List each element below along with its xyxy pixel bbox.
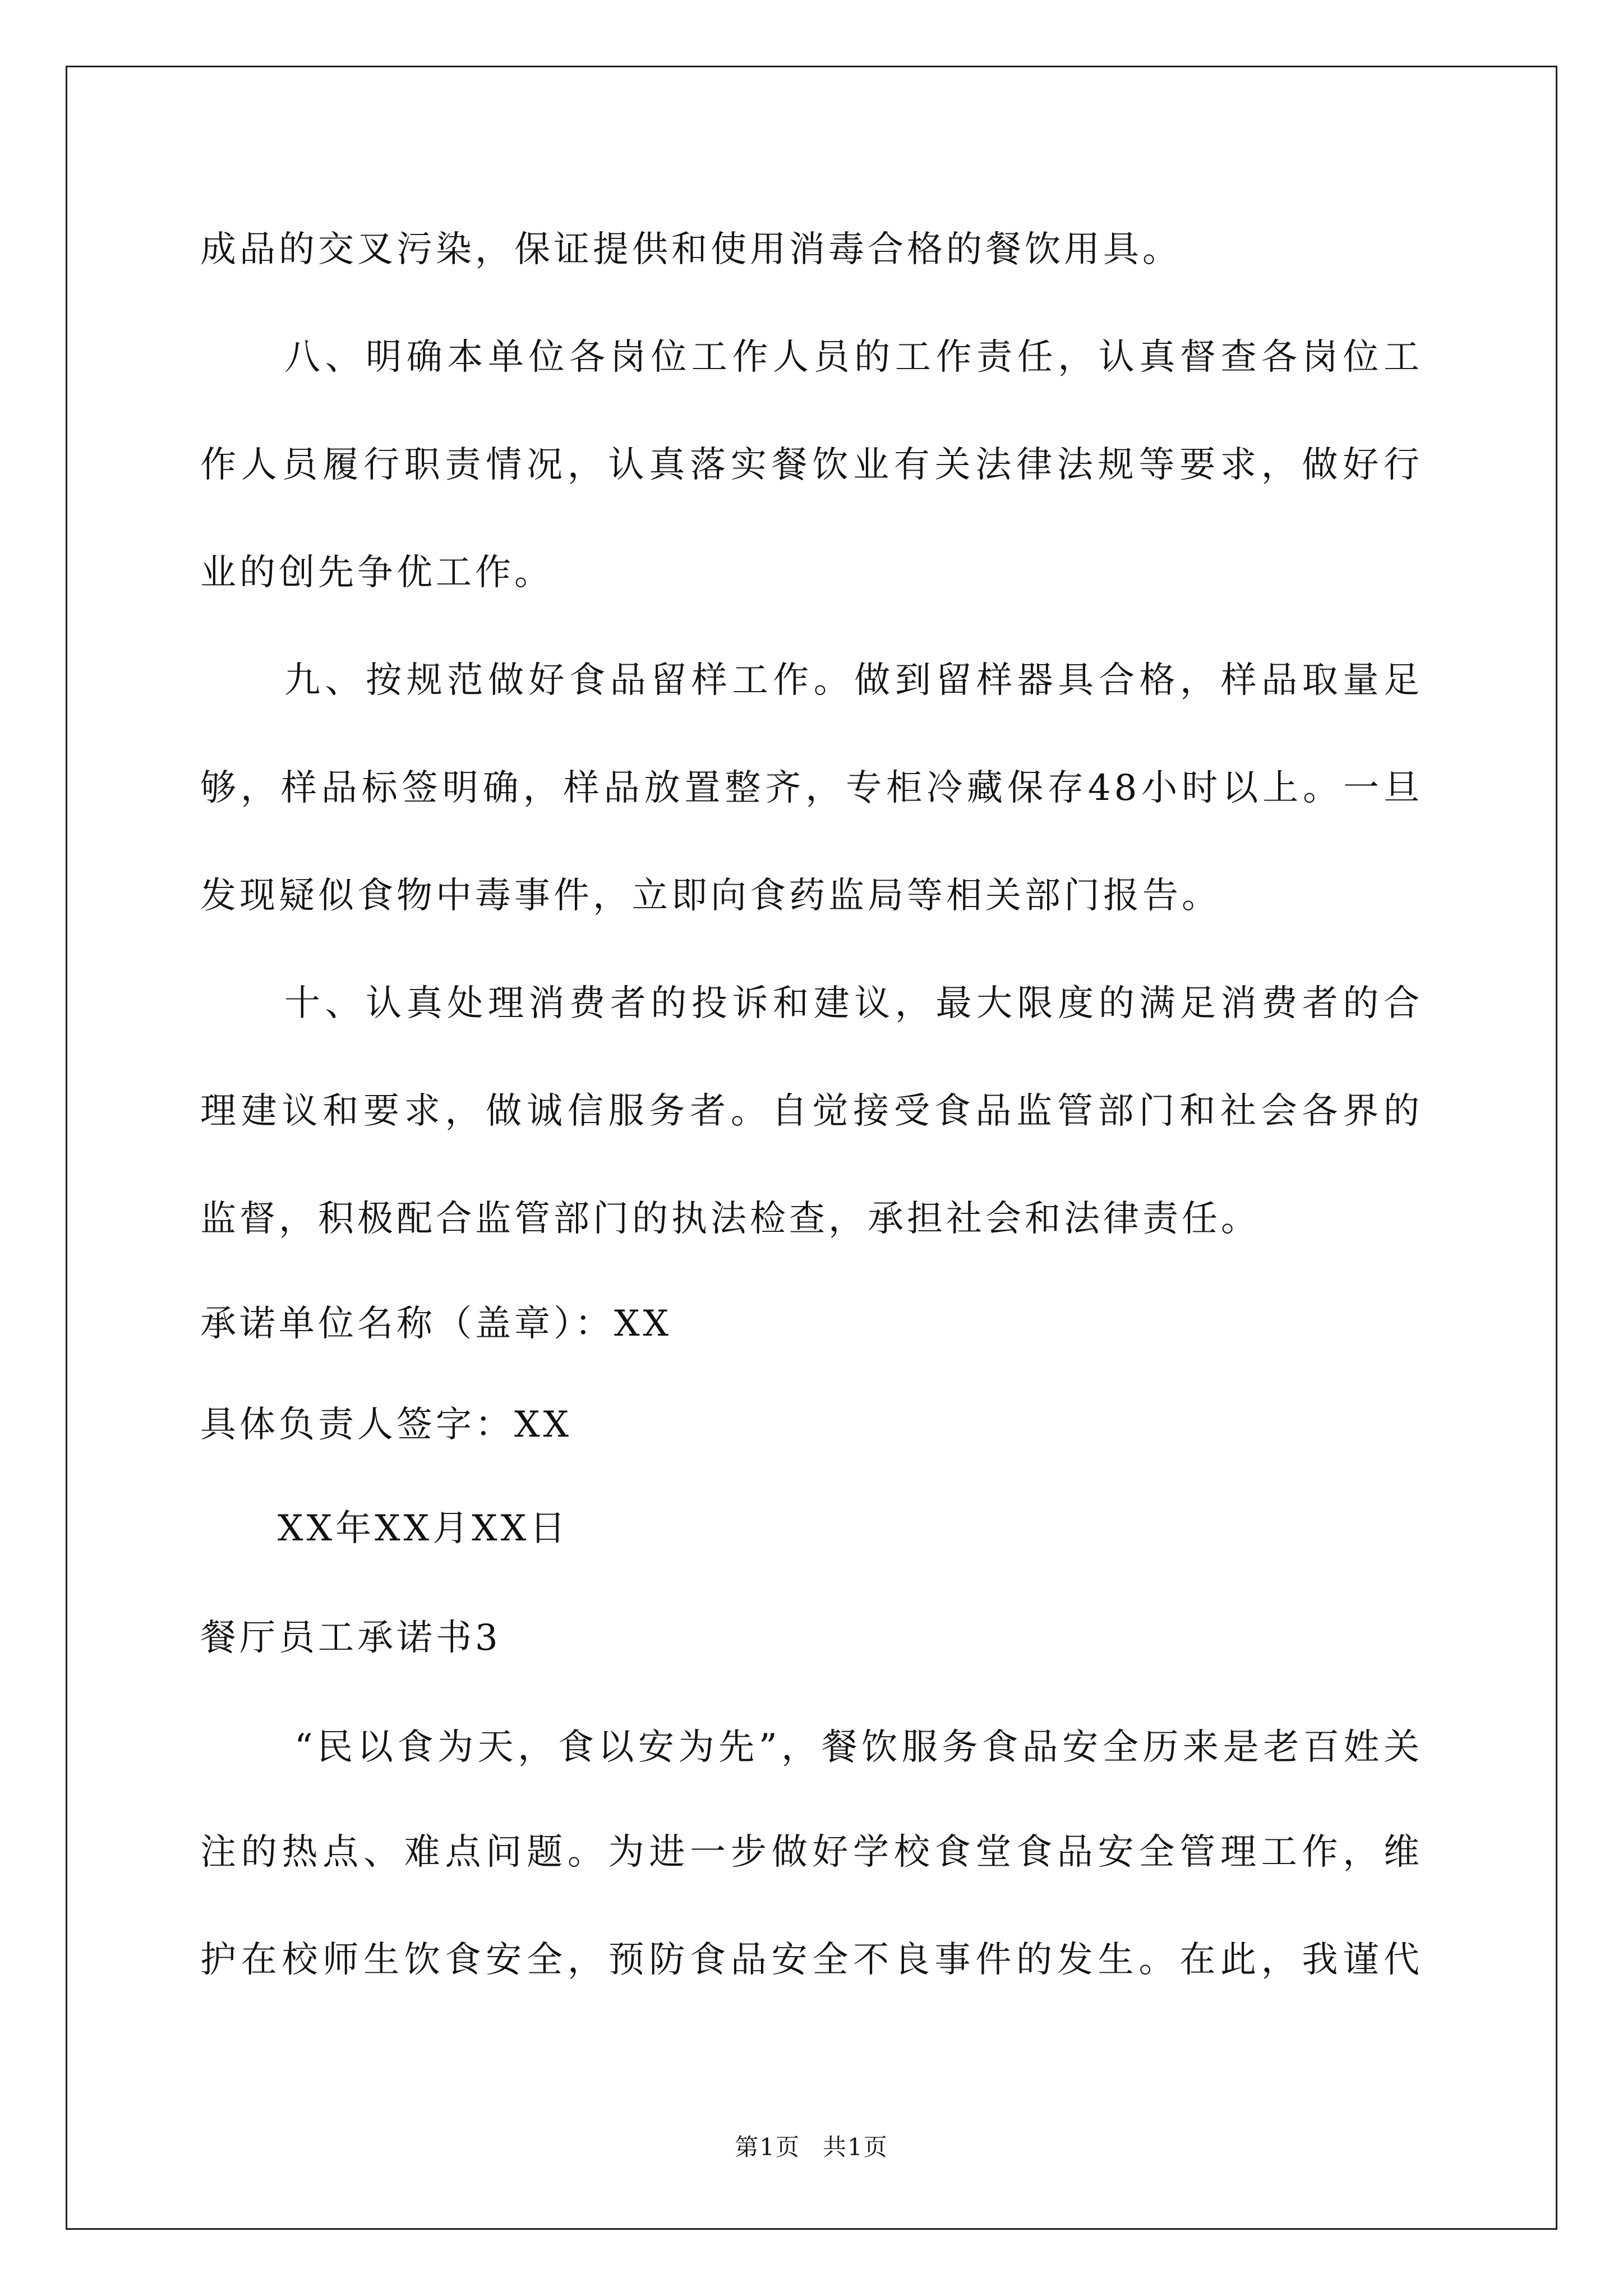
signatory-unit-name: 承诺单位名称（盖章）：XX [200,1303,672,1345]
page-footer [0,2132,1623,2163]
text-line-2: 八、明确本单位各岗位工作人员的工作责任，认真督查各岗位工 [284,337,1423,378]
page-border [66,66,1557,2230]
footer-page-number: 第1页 [735,2133,800,2161]
text-line-1: 成品的交叉污染，保证提供和使用消毒合格的餐饮用具。 [200,229,1182,270]
text-line-8: 十、认真处理消费者的投诉和建议，最大限度的满足消费者的合 [284,983,1423,1024]
text-line-4: 业的创先争优工作。 [200,552,554,593]
text-line-10: 监督，积极配合监管部门的执法检查，承担社会和法律责任。 [200,1198,1260,1240]
responsible-person-signature: 具体负责人签字：XX [200,1404,573,1446]
text-line-3: 作人员履行职责情况，认真落实餐饮业有关法律法规等要求，做好行 [200,444,1423,486]
text-line-5: 九、按规范做好食品留样工作。做到留样器具合格，样品取量足 [284,660,1423,701]
signature-date: XX年XX月XX日 [278,1508,569,1549]
text-line-16: 注的热点、难点问题。为进一步做好学校食堂食品安全管理工作，维 [200,1832,1423,1873]
text-line-17: 护在校师生饮食安全，预防食品安全不良事件的发生。在此，我谨代 [200,1939,1423,1981]
text-line-15: “民以食为天，食以安为先”，餐饮服务食品安全历来是老百姓关 [294,1727,1423,1768]
text-line-9: 理建议和要求，做诚信服务者。自觉接受食品监管部门和社会各界的 [200,1091,1423,1132]
section-heading: 餐厅员工承诺书3 [200,1617,501,1659]
text-line-7: 发现疑似食物中毒事件，立即向食药监局等相关部门报告。 [200,875,1221,917]
text-line-6: 够，样品标签明确，样品放置整齐，专柜冷藏保存48小时以上。一旦 [200,767,1423,809]
footer-total-pages: 共1页 [823,2133,888,2161]
